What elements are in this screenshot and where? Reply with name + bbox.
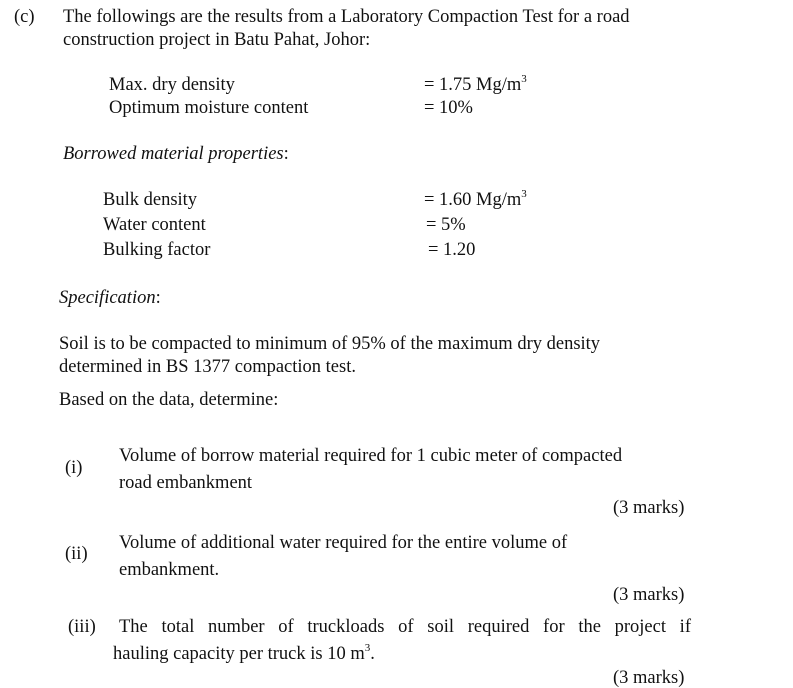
part-iii-line2: hauling capacity per truck is 10 $m^3$. <box>113 642 375 664</box>
water-content-label: Water content <box>103 215 206 235</box>
part-ii-line2: embankment. <box>119 560 220 580</box>
bulk-density-value: = 1.60 $Mg/m^3$ <box>424 188 527 210</box>
part-i-marks: (3 marks) <box>613 498 685 518</box>
bulking-factor-label: Bulking factor <box>103 240 211 260</box>
question-label: (c) <box>14 7 35 27</box>
max-dry-density-label: Max. dry density <box>109 75 235 95</box>
omc-label: Optimum moisture content <box>109 98 309 118</box>
borrowed-heading: Borrowed material properties: <box>63 144 289 164</box>
part-ii-marks: (3 marks) <box>613 585 685 605</box>
part-iii-marks: (3 marks) <box>613 668 685 688</box>
superscript: 3 <box>364 642 371 654</box>
specification-heading: Specification: <box>59 288 161 308</box>
part-ii-label: (ii) <box>65 544 88 564</box>
part-i-label: (i) <box>65 458 83 478</box>
specification-line2: determined in BS 1377 compaction test. <box>59 357 356 377</box>
water-content-value: = 5% <box>426 215 466 235</box>
omc-value: = 10% <box>424 98 473 118</box>
part-i-line2: road embankment <box>119 473 253 493</box>
superscript: 3 <box>521 188 527 200</box>
part-iii-label: (iii) <box>68 617 96 637</box>
question-intro-line1: The followings are the results from a Laboratory Compaction Test for a road <box>63 7 630 27</box>
specification-line1: Soil is to be compacted to minimum of 95% of the maximum dry density <box>59 334 601 354</box>
bulk-density-label: Bulk density <box>103 190 198 210</box>
question-intro-line2: construction project in Batu Pahat, Johor: <box>63 30 371 50</box>
part-iii-line1: The total number of truckloads of soil required for the project if <box>119 617 691 637</box>
bulking-factor-value: = 1.20 <box>428 240 476 260</box>
superscript: 3 <box>521 73 527 85</box>
part-i-line1: Volume of borrow material required for 1 cubic meter of compacted <box>119 446 623 466</box>
prompt-text: Based on the data, determine: <box>59 390 279 410</box>
max-dry-density-value: = 1.75 $Mg/m^3$ <box>424 73 527 95</box>
part-ii-line1: Volume of additional water required for the entire volume of <box>119 533 568 553</box>
